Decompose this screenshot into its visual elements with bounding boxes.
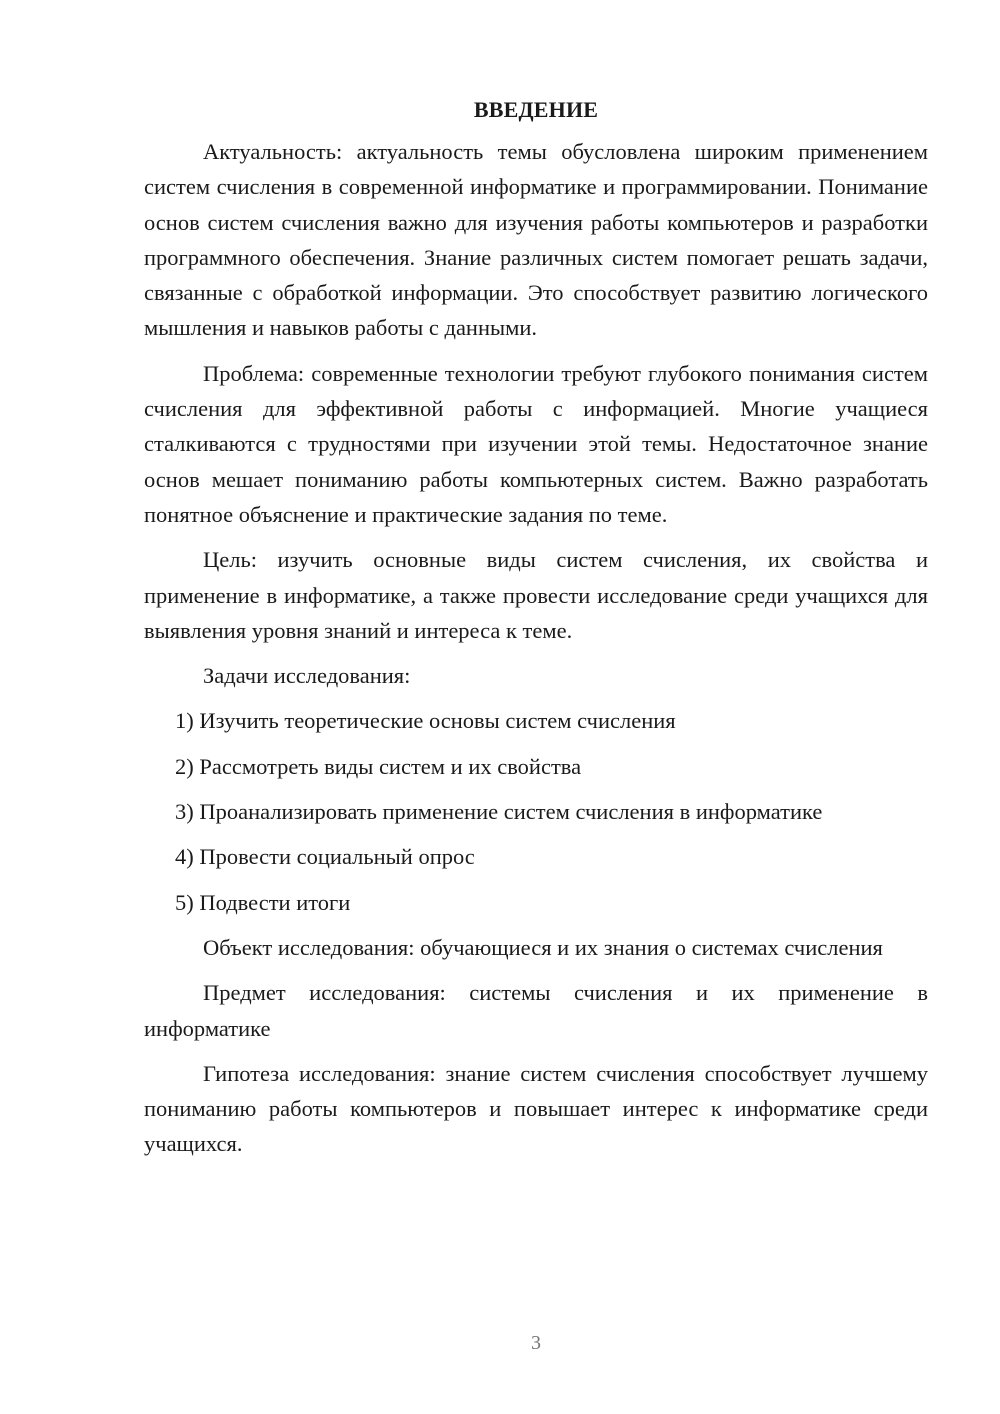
- list-item: 3) Проанализировать применение систем счисления в информатике: [175, 799, 823, 825]
- list-item: 2) Рассмотреть виды систем и их свойства: [175, 753, 582, 779]
- page-number: 3: [531, 1332, 541, 1354]
- section-heading: ВВЕДЕНИЕ: [473, 97, 599, 122]
- hypothesis-paragraph: Гипотеза исследования: знание систем счисления способствует лучшему пониманию работы компьютеров и повышает интерес к информатике среди учащихся.: [144, 1060, 928, 1157]
- goal-paragraph: Цель: изучить основные виды систем счисления, их свойства и применение в информатике, а также провести исследование среди учащихся для выявления уровня знаний и интереса к теме.: [144, 547, 928, 643]
- task-list: [144, 703, 928, 919]
- object-paragraph: Объект исследования: обучающиеся и их знания о системах счисления: [203, 934, 883, 960]
- list-item: 4) Провести социальный опрос: [175, 844, 475, 870]
- subject-paragraph: Предмет исследования: системы счисления и их применение в информатике: [144, 980, 928, 1041]
- list-item: 1) Изучить теоретические основы систем счисления: [175, 708, 676, 734]
- relevance-paragraph: Актуальность: актуальность темы обусловлена широким применением систем счисления в современной информатике и программировании. Понимание основ систем счисления важно для изучения работы компьютеров и разработки программного обеспечения. Знание различных систем помогает решать задачи, связанные с обработкой информации. Это способствует развитию логического мышления и навыков работы с данными.: [144, 139, 928, 341]
- list-item: 5) Подвести итоги: [175, 889, 351, 915]
- tasks-title: Задачи исследования:: [203, 663, 411, 689]
- document-page: [144, 92, 928, 1162]
- problem-paragraph: Проблема: современные технологии требуют глубокого понимания систем счисления для эффективной работы с информацией. Многие учащиеся сталкиваются с трудностями при изучении этой темы. Недостаточное знание основ мешает пониманию работы компьютерных систем. Важно разработать понятное объяснение и практические задания по теме.: [144, 360, 928, 527]
